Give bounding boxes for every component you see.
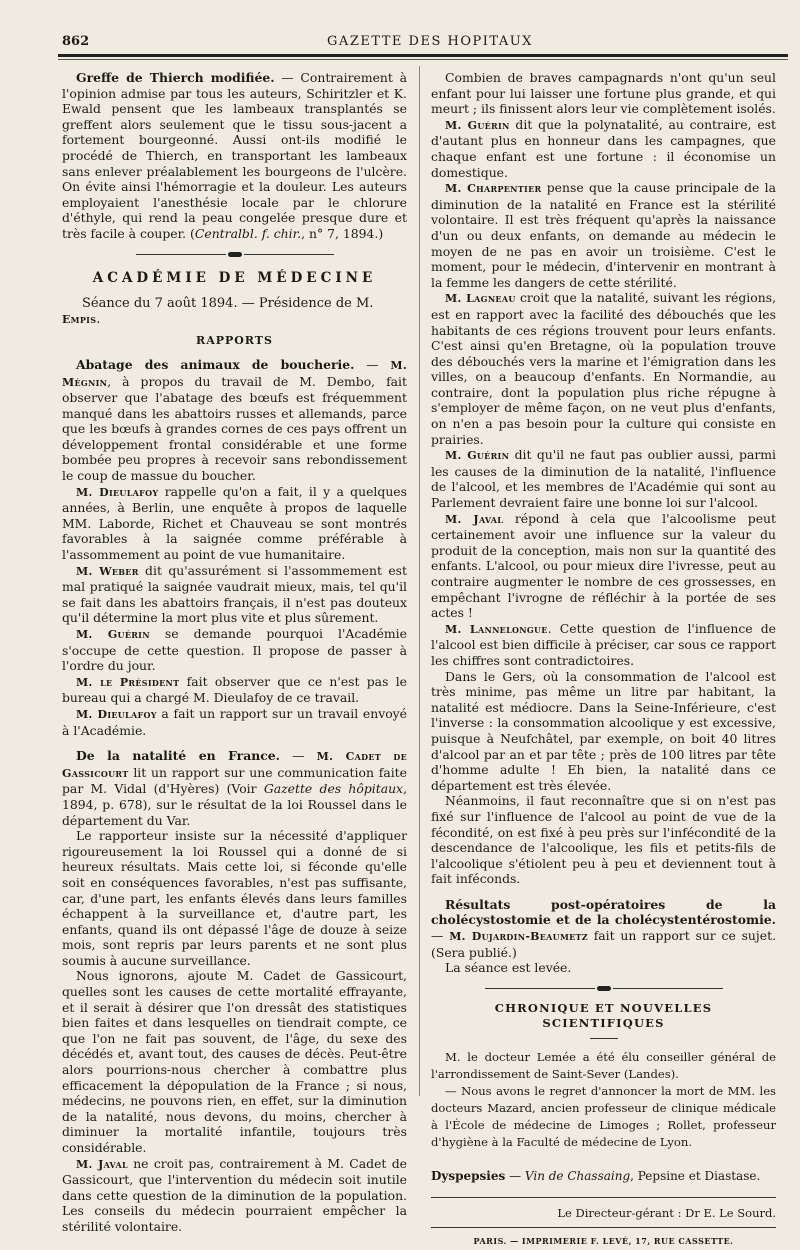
text-charpentier: pense que la cause principale de la diminution de la natalité en France est la stérilité volontaire. Il est très fréquent qu'après la naissance d'un ou deux enfants, on demande au médecin le moyen de ne pas en avoir un troisième. C'est le moment, pour le médecin, d'intervenir en montrant à la femme les dangers de cette stérilité. [431, 180, 776, 290]
paragraph-combien: Combien de braves campagnards n'ont qu'un seul enfant pour lui laisser une fortune plus grande, et qui meurt ; ils finissent alors leur vie complètement isolés. [431, 70, 776, 117]
seance-president: Empis [62, 312, 97, 326]
text-greffe: — Contrairement à l'opinion admise par tous les auteurs, Schiritzler et K. Ewald pensent que les lambeaux transplantés se greffent alors seulement que le tissu sous-jacent a fortement bourgeonné. Aussi ont-ils modifié le procédé de Thierch, en transportant les lambeaux sans enlever préalablement les bourgeons de l'ulcère. On évite ainsi l'hémorragie et la douleur. Les auteurs employaient l'anesthésie locale par le chlorure d'éthyle, qui rend la peau congelée presque dure et très facile à couper. ( [62, 70, 407, 241]
ornament-divider [62, 252, 407, 257]
footer-rule [431, 1197, 776, 1198]
seance-levee: La séance est levée. [445, 960, 572, 976]
paragraph-rapporteur: Le rapporteur insiste sur la nécessité d'appliquer rigoureusement la loi Roussel qui a donné de si heureux résultats. Mais cette loi, si féconde qu'elle soit en conséquences favorables, n'est pas suffisante, car, d'une part, les enfants élevés dans leurs familles échappent à la surveillance et, d'autre part, les enfants, quand ils ont dépassé l'âge de douze à seize mois, sont repris par leurs parents et ne sont plus soumis à aucune surveillance. [62, 828, 407, 968]
text-guerin: se demande pourquoi l'Académie s'occupe de cette question. Il propose de passer à l'ordre du jour. [62, 626, 407, 674]
paragraph-lagneau [431, 290, 776, 447]
right-column [431, 70, 776, 1250]
left-column [62, 70, 407, 1235]
text-dieulafoy: rappelle qu'on a fait, il y a quelques années, à Berlin, une enquête à propos de laquelle MM. Laborde, Richet et Chauveau se sont montrés favorables à la saignée comme préférable à l'assommement au point de vue humanitaire. [62, 483, 407, 563]
speaker-javal: M. Javal [76, 1157, 128, 1171]
director-signature: Le Directeur-gérant : Dr E. Le Sourd. [557, 1205, 776, 1220]
section-title-academie: ACADÉMIE DE MÉDECINE [92, 269, 377, 286]
footer-rule-2 [431, 1227, 776, 1228]
paragraph-president [62, 674, 407, 706]
speaker-guerin: M. Guérin [76, 628, 150, 641]
paragraph-javal-r [431, 511, 776, 621]
seance-line [62, 296, 407, 327]
text-abatage: , à propos du travail de M. Dembo, fait observer que l'abatage des bœufs est fréquemment manqué dans les abattoirs russes et allemands, parce que les bœufs à grandes cornes de ces pays offrent un développement frontal considérable et une forme bombée peu propres à recevoir sans rebondissement le coup de massue du boucher. [62, 373, 407, 484]
text-resultats: fait un rapport sur ce sujet. (Sera publié.) [431, 928, 777, 960]
paragraph-greffe [62, 70, 407, 242]
header-rule [58, 54, 788, 57]
paragraph-guerin [62, 626, 407, 674]
text-natalite-end: , 1894, p. 678), sur le résultat de la loi Roussel dans le département du Var. [62, 781, 407, 828]
lead-resultats: Résultats post-opératoires de la cholécystostomie et de la cholécystentérostomie. [431, 896, 776, 928]
subhead-rapports: RAPPORTS [196, 334, 273, 348]
section-title-chronique: CHRONIQUE ET NOUVELLES SCIENTIFIQUES [494, 1000, 713, 1031]
paragraph-javal [62, 1156, 407, 1235]
printer-imprint: PARIS. — IMPRIMERIE F. LEVÉ, 17, RUE CASSETTE. [473, 1236, 734, 1247]
speaker-dujardin: M. Dujardin-Beaumetz [449, 930, 588, 944]
title-underline [590, 1038, 618, 1039]
advertisement-line [431, 1169, 776, 1185]
paragraph-ignorons: Nous ignorons, ajoute M. Cadet de Gassicourt, quelles sont les causes de cette mortalité effrayante, et il serait à désirer que l'on dressât des statistiques bien faites et dans lesquelles on tiendrait compte, ce que l'on ne fait pas souvent, de l'âge, du sexe des décédés et, avant tout, des causes de décès. Peut-être alors pourrions-nous chercher à combattre plus efficacement la dépopulation de la France ; si nous, médecins, ne pouvons rien, en effet, sur la diminution de la natalité, nous devons, du moins, chercher à diminuer la mortalité infantile, toujours très considérable. [62, 968, 407, 1155]
dash: — [431, 928, 450, 944]
paragraph-charpentier [431, 180, 776, 290]
text-guerin: dit que la polynatalité, au contraire, est d'autant plus en honneur dans les campagnes, que chaque enfant est une fortune : il économise un domestique. [431, 116, 776, 180]
paragraph-natalite [62, 748, 407, 828]
speaker-lannelongue: M. Lannelongue [445, 622, 548, 636]
ad-tail: , Pepsine et Diastase. [630, 1169, 761, 1184]
ornament-divider [431, 986, 776, 991]
header-rule-thin [58, 59, 788, 60]
dash: — [279, 748, 317, 764]
speaker-javal: M. Javal [445, 512, 504, 526]
speaker-lagneau: M. Lagneau [445, 292, 516, 306]
paragraph-abatage [62, 357, 407, 484]
spacer [62, 738, 407, 748]
paragraph-dieulafoy-2 [62, 706, 407, 738]
speaker-weber: M. Weber [76, 564, 139, 578]
speaker-guerin: M. Guérin [445, 118, 510, 132]
ref-tail: , n° 7, 1894.) [301, 225, 384, 241]
seance-end: . [96, 311, 101, 327]
paragraph-lannelongue [431, 621, 776, 669]
text-dieulafoy-2: a fait un rapport sur un travail envoyé à l'Académie. [62, 705, 407, 738]
ad-product: Vin de Chassaing [524, 1169, 631, 1184]
paragraph-weber [62, 563, 407, 626]
column-divider [419, 66, 420, 1096]
speaker-megnin: M. Mégnin [62, 358, 407, 389]
text-lannelongue: . Cette question de l'influence de l'alcool est bien difficile à préciser, car sous ce rapport les chiffres sont contradictoires. [431, 620, 776, 668]
chronique-item-1: M. le docteur Lemée a été élu conseiller général de l'arrondissement de Saint-Sever (Landes). [431, 1050, 776, 1082]
seance-text: Séance du 7 août 1894. — Présidence de M. [82, 296, 374, 312]
ad-lead: Dyspepsies [431, 1169, 506, 1184]
paragraph-guerin-r [431, 117, 776, 180]
speaker-president: M. le Président [76, 675, 180, 689]
speaker-dieulafoy-2: M. Dieulafoy [76, 707, 157, 721]
text-lagneau: croit que la natalité, suivant les régions, est en rapport avec la facilité des débouchés que les habitants de ces régions trouvent pour leurs enfants. C'est ainsi qu'en Bretagne, où la population trouve des débouchés vers la marine et l'émigration dans les villes, on a beaucoup d'enfants. En Normandie, au contraire, dont la population plus riche répugne à s'employer de même façon, on ne veut plus d'enfants, on n'en a pas besoin pour la culture qui consiste en prairies. [431, 290, 777, 447]
speaker-cadet: M. Cadet de Gassicourt [62, 750, 407, 780]
paragraph-guerin-2 [431, 447, 776, 510]
paragraph-resultats [431, 897, 776, 960]
lead-natalite: De la natalité en France. [76, 748, 280, 764]
ref-gazette: Gazette des hôpitaux [263, 781, 404, 797]
speaker-guerin-2: M. Guérin [445, 449, 510, 463]
chronique-item-2: — Nous avons le regret d'annoncer la mort de MM. les docteurs Mazard, ancien professeur de clinique médicale à l'École de médecine de Limoges ; Rollet, professeur d'hygiène à la Faculté de médecine de Lyon. [431, 1084, 776, 1150]
lead-abatage: Abatage des animaux de boucherie. [76, 356, 355, 372]
ref-centralbl: Centralbl. f. chir. [194, 225, 302, 241]
spacer [431, 887, 776, 897]
page-number: 862 [62, 34, 90, 49]
text-weber: dit qu'assurément si l'assommement est mal pratiqué la saignée vaudrait mieux, mais, tel qu'il se fait dans les abattoirs français, il n'est pas douteux qu'il détermine la mort plus vite et plus sûrement. [62, 562, 407, 626]
text-javal: ne croit pas, contrairement à M. Cadet de Gassicourt, que l'intervention du médecin soit inutile dans cette question de la diminution de la population. Les conseils du médecin pourraient empêcher la stérilité volontaire. [62, 1155, 407, 1234]
text-president: fait observer que ce n'est pas le bureau qui a chargé M. Dieulafoy de ce travail. [62, 673, 407, 706]
text-natalite: lit un rapport sur une communication faite par M. Vidal (d'Hyères) (Voir [62, 764, 407, 797]
paragraph-gers: Dans le Gers, où la consommation de l'alcool est très minime, pas même un litre par habitant, la natalité est médiocre. Dans la Seine-Inférieure, c'est l'inverse : la consommation alcoolique y est excessive, puisque à Neufchâtel, par exemple, on boit 40 litres d'alcool par an et par tête ; près de 100 litres par tête d'homme adulte ! Eh bien, la natalité dans ce département est très élevée. [431, 668, 776, 793]
text-guerin-2: dit qu'il ne faut pas oublier aussi, parmi les causes de la diminution de la natalité, l'influence de l'alcool, et les membres de l'Académie qui sont au Parlement devraient faire une bonne loi sur l'alcool. [431, 447, 776, 511]
speaker-dieulafoy: M. Dieulafoy [76, 485, 159, 499]
paragraph-dieulafoy [62, 484, 407, 563]
dash: — [354, 356, 391, 372]
lead-greffe: Greffe de Thierch modifiée. [76, 70, 275, 85]
running-title: GAZETTE DES HOPITAUX [327, 34, 533, 49]
dash: — [505, 1169, 525, 1184]
paragraph-neanmoins: Néanmoins, il faut reconnaître que si on n'est pas fixé sur l'influence de l'alcool au point de vue de la fécondité, on est fixé à peu près sur l'infécondité de la descendance de l'alcoolique, les fils et petits-fils de l'alcoolique s'étiolent peu à peu et deviennent tout à fait inféconds. [431, 793, 776, 887]
speaker-charpentier: M. Charpentier [445, 182, 542, 196]
text-javal: répond à cela que l'alcoolisme peut certainement avoir une influence sur la valeur du produit de la conception, mais non sur la quantité des enfants. L'alcool, ou pour mieux dire l'ivresse, peut au contraire augmenter le nombre de ces grossesses, en empêchant l'ivrogne de réfléchir à la portée de ses actes ! [431, 510, 776, 621]
